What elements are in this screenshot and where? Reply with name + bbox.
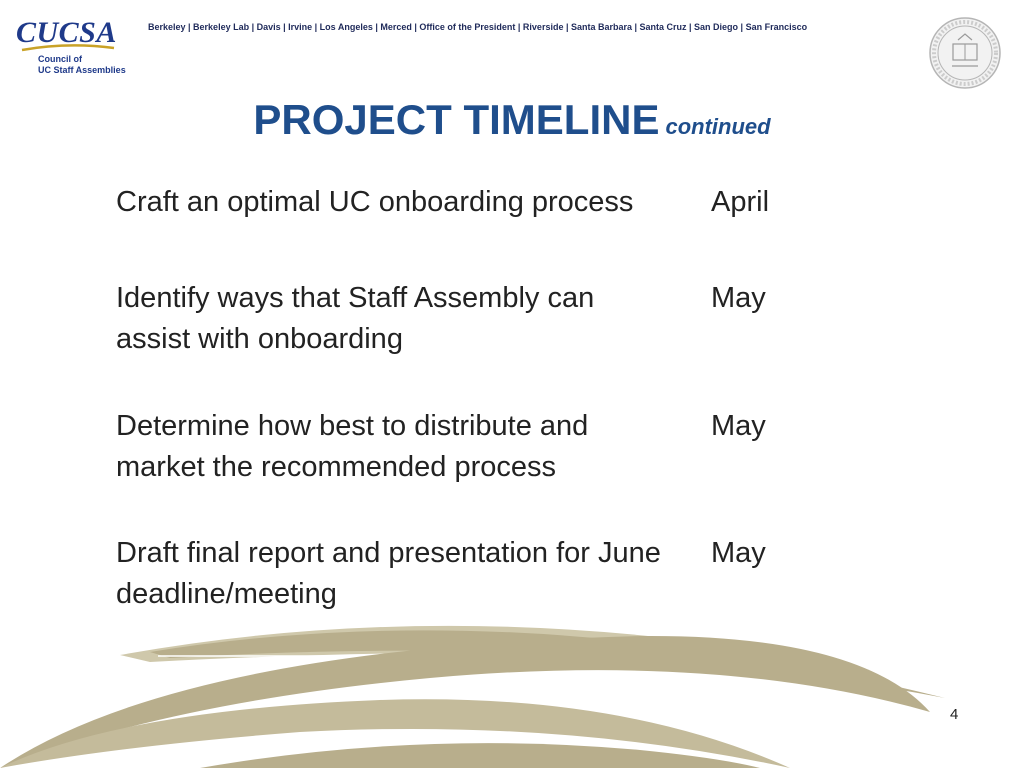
cucsa-logo <box>16 16 126 76</box>
timeline-month: April <box>711 186 770 218</box>
title-main: PROJECT TIMELINE <box>253 96 660 143</box>
logo-subtitle-line-1: Council of <box>38 54 82 64</box>
timeline-month: May <box>711 410 766 442</box>
timeline-task: Craft an optimal UC onboarding process <box>116 186 634 218</box>
page-title <box>0 96 1024 144</box>
logo-wordmark: CUCSA <box>16 16 117 49</box>
title-sub: continued <box>665 114 771 139</box>
logo-subtitle-line-2: UC Staff Assemblies <box>38 65 126 75</box>
timeline-month: May <box>711 537 766 569</box>
logo-swoosh-icon <box>20 44 116 52</box>
page-number: 4 <box>950 706 959 723</box>
timeline-month: May <box>711 282 766 314</box>
timeline-task: Draft final report and presentation for June deadline/meeting <box>116 537 661 610</box>
timeline-task: Identify ways that Staff Assembly can assist with onboarding <box>116 282 595 355</box>
logo-subtitle <box>38 54 126 76</box>
decorative-swoosh-graphic <box>0 600 1024 768</box>
campus-list: Berkeley | Berkeley Lab | Davis | Irvine | Los Angeles | Merced | Office of the President | Riverside | Santa Barbara | Santa Cruz | San Diego | San Francisco <box>148 22 808 32</box>
timeline-task: Determine how best to distribute and market the recommended process <box>116 410 589 483</box>
university-seal-icon <box>928 16 1002 90</box>
